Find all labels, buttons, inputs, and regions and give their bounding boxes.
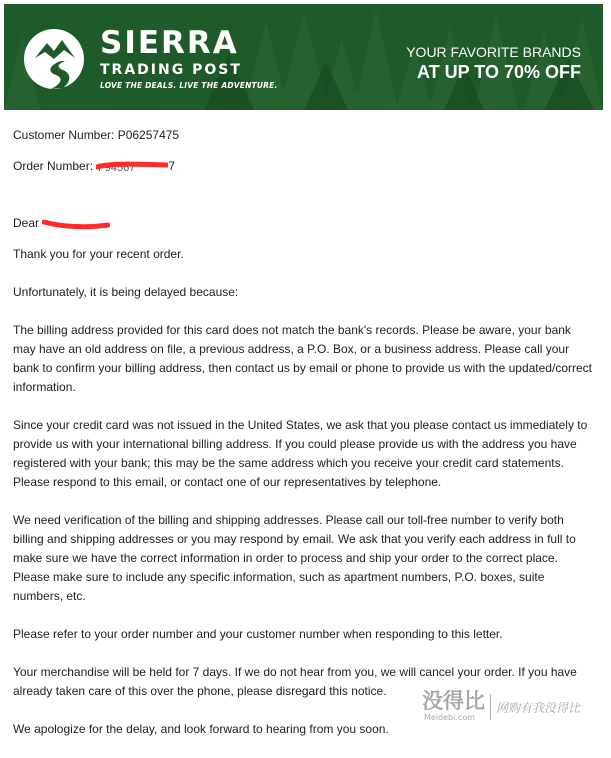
hold-paragraph: Your merchandise will be held for 7 days. If we do not hear from you, we will cancel your order. If you have already taken care of this over the phone, please disregard this notice. — [13, 665, 577, 698]
brand-name: SIERRA — [100, 25, 239, 61]
verification-paragraph: We need verification of the billing and shipping addresses. Please call our toll-free number to verify both billing and shipping addresses or you may respond by email. We ask that you verify each address in full to make sure we have the correct information in order to process and ship your order to the correct place. Please make sure to include any specific information, such as apartment numbers, P.O. boxes, suite numbers, etc. — [13, 513, 576, 603]
promo-line-1: YOUR FAVORITE BRANDS — [406, 44, 581, 60]
thanks-paragraph: Thank you for your recent order. — [13, 247, 184, 261]
promo-line-2: AT UP TO 70% OFF — [416, 62, 581, 82]
delay-intro-paragraph: Unfortunately, it is being delayed because: — [13, 285, 239, 299]
billing-mismatch-paragraph: The billing address provided for this card does not match the bank's records. Please be aware, your bank may have an old address on file, a previous address, a P.O. Box, or a business address. Please call your bank to confirm your billing address, then contact us by email or phone to provide us with the updated/correct information. — [13, 323, 592, 394]
brand-subtitle: TRADING POST — [100, 62, 242, 78]
order-number-redaction — [96, 161, 168, 173]
brand-tagline: LOVE THE DEALS. LIVE THE ADVENTURE. — [100, 81, 278, 90]
order-number-line — [13, 157, 593, 176]
order-number-tail: 7 — [168, 159, 176, 173]
international-paragraph: Since your credit card was not issued in the United States, we ask that you please contact us immediately to provide us with your international billing address. If you could please provide us with the address you have registered with your bank; this may be the same address which you receive your credit card statements. Please respond to this email, or contact one of our representatives by telephone. — [13, 418, 588, 489]
apology-paragraph: We apologize for the delay, and look forward to hearing from you soon. — [13, 722, 389, 736]
sierra-logo-icon — [23, 28, 85, 90]
customer-number: Customer Number: P06257475 — [13, 128, 180, 142]
watermark-divider — [490, 694, 491, 720]
salutation-line — [13, 214, 593, 233]
watermark-site: Meidebi.com — [424, 713, 475, 722]
order-number-label: Order Number: — [13, 159, 97, 173]
salutation: Dear — [13, 216, 43, 230]
watermark-slogan: 网购有我没得比 — [496, 701, 581, 715]
refer-paragraph: Please refer to your order number and your customer number when responding to this letter. — [13, 627, 503, 641]
letter-body — [13, 126, 593, 758]
svg-text:F94567: F94567 — [98, 161, 136, 173]
recipient-name-redaction — [42, 218, 110, 230]
watermark-logo: 没得比 — [422, 689, 485, 713]
header-banner — [4, 4, 603, 110]
